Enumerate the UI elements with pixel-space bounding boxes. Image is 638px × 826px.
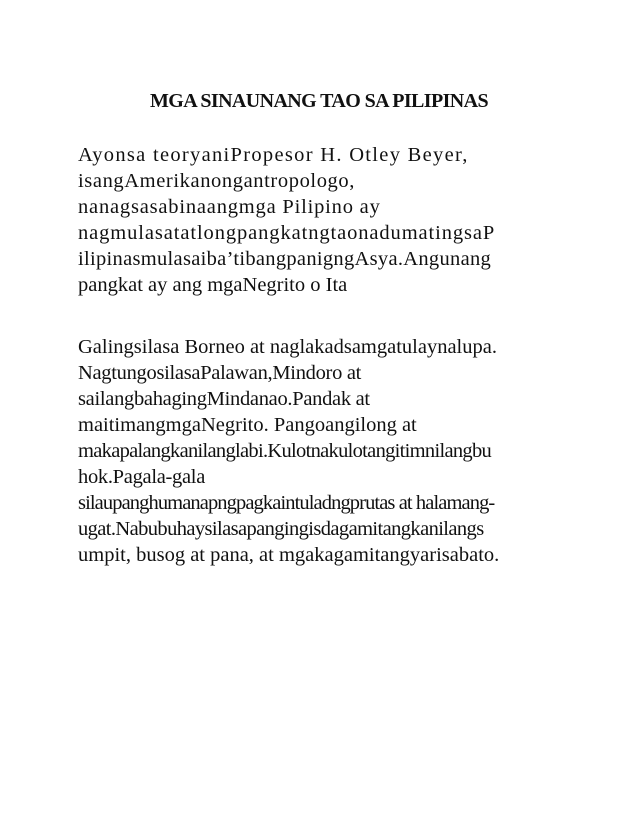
paragraph-line: isangAmerikanongantropologo, xyxy=(78,170,355,192)
document-title: MGA SINAUNANG TAO SA PILIPINAS xyxy=(150,90,488,112)
paragraph-line: hok.Pagala-gala xyxy=(78,466,205,488)
paragraph-line: nagmulasatatlongpangkatngtaonadumatingsaP xyxy=(78,222,496,244)
paragraph-1 xyxy=(78,142,568,298)
paragraph-line: pangkat ay ang mgaNegrito o Ita xyxy=(78,274,348,296)
paragraph-line: maitimangmgaNegrito. Pangoangilong at xyxy=(78,414,417,436)
paragraph-line: Galingsilasa Borneo at naglakadsamgatulaynalupa. xyxy=(78,336,497,358)
paragraph-line: nanagsasabinaangmga Pilipino ay xyxy=(78,196,381,218)
paragraph-2 xyxy=(78,334,568,568)
paragraph-line: makapalangkanilanglabi.Kulotnakulotangitimnilangbu xyxy=(78,440,492,462)
paragraph-line: ilipinasmulasaiba’tibangpanigngAsya.Angunang xyxy=(78,248,492,270)
paragraph-line: sailangbahagingMindanao.Pandak at xyxy=(78,388,370,410)
paragraph-line: NagtungosilasaPalawan,Mindoro at xyxy=(78,362,362,384)
paragraph-line: silaupanghumanapngpagkaintuladngprutas at halamang- xyxy=(78,492,495,514)
paragraph-line: Ayonsa teoryaniPropesor H. Otley Beyer, xyxy=(78,144,469,166)
paragraph-line: ugat.Nabubuhaysilasapangingisdagamitangkanilangs xyxy=(78,518,484,540)
paragraph-line: umpit, busog at pana, at mgakagamitangyarisabato. xyxy=(78,544,500,566)
